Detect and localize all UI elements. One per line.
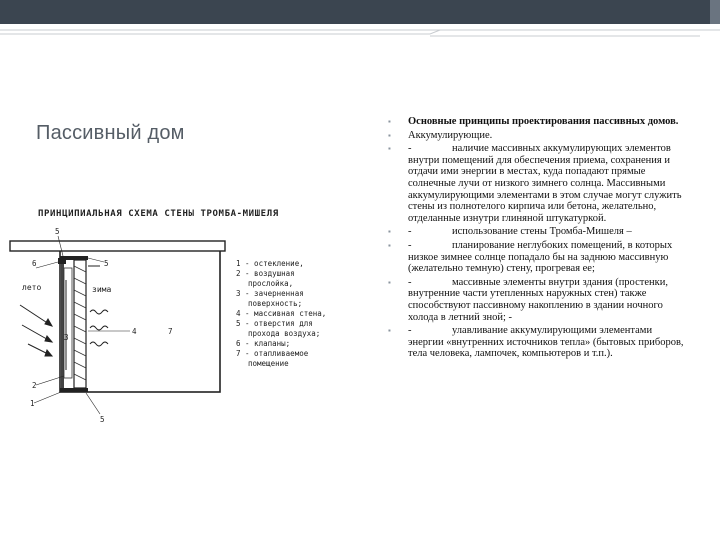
bullet-text: использование стены Тромба-Мишеля – [452,226,632,238]
bullet-text: массивные элементы внутри здания (простенки, внутренние части утепленных наружных стен) также способствуют пассивному накоплению в здании ночного холода в летний зной; - [408,276,668,323]
header-line [0,28,720,38]
bullet-item [388,277,688,323]
bullet-marker: ▪ [388,277,391,287]
bullet-item [388,116,688,128]
legend-line-4: 3 - зачерненная [236,289,304,298]
bullet-text: наличие массивных аккумулирующих элементов внутри помещений для обеспечения приема, сохранения и отдачи ими энергии в местах, куда попадают прямые солнечные лучи от низкого зимнего солнца. Массивными аккумулирующими элементами в этом случае могут служить стены из полнотелого кирпича или бетона, желательно, отделанные изнутри глиняной штукатуркой. [408,143,682,224]
legend-line-8: прохода воздуха; [248,329,321,338]
legend-line-3: прослойка, [248,279,294,288]
top-banner-accent [710,0,720,24]
legend-line-1: 1 - остекление, [236,259,304,268]
legend-line-6: 4 - массивная стена, [236,309,327,318]
bullet-marker: ▪ [388,227,391,237]
bullet-dash: - [408,143,412,155]
bullet-marker: ▪ [388,117,391,126]
legend-line-11: помещение [248,359,289,368]
legend-line-10: 7 - отапливаемое [236,349,309,358]
bullet-marker: ▪ [388,144,391,154]
bullet-dash: - [408,226,412,238]
bullet-dash: - [408,239,412,251]
label-num-7: 7 [168,327,173,336]
bullet-item [388,226,688,238]
label-num-2: 2 [32,381,37,390]
slide-title: Пассивный дом [36,122,185,144]
legend-line-9: 6 - клапаны; [236,339,291,348]
label-num-1: 1 [30,399,35,408]
season-summer: лето [22,283,42,292]
bullet-text: Основные принципы проектирования пассивных домов. [408,116,679,127]
top-banner [0,0,720,24]
roof-slab [10,241,225,251]
label-num-5-right: 5 [104,259,109,268]
label-num-5-top: 5 [55,227,60,236]
label-num-3: 3 [64,333,69,342]
legend-line-5: поверхность; [248,299,303,308]
bullet-item [388,143,688,224]
glazing [61,256,64,388]
bullet-text: улавливание аккумулирующими элементами энергии «внутренних источников тепла» (бытовых приборов, тела человека, лампочек, компьютеров и т.п.). [408,325,684,360]
bullet-dash: - [408,276,412,288]
diagram-caption: ПРИНЦИПИАЛЬНАЯ СХЕМА СТЕНЫ ТРОМБА-МИШЕЛЯ [38,209,279,219]
air-gap [64,268,72,378]
bullet-text: Аккумулирующие. [408,129,493,141]
valve-top [58,258,66,264]
heat-waves [90,310,108,346]
bullet-dash: - [408,325,412,337]
season-winter: зима [92,285,112,294]
label-num-4: 4 [132,327,137,336]
legend-line-2: 2 - воздушная [236,269,295,278]
bullet-list [388,116,688,362]
bullet-text: планирование неглубоких помещений, в которых низкое зимнее солнце попадало бы на заднюю массивную (желательно темную) стену, прогревая ее; [408,239,673,275]
legend-line-7: 5 - отверстия для [236,319,313,328]
bullet-item [388,130,688,142]
bullet-marker: ▪ [388,326,391,336]
bullet-marker: ▪ [388,130,391,140]
bullet-marker: ▪ [388,240,391,250]
sun-rays [20,305,52,356]
label-num-6: 6 [32,259,37,268]
label-num-5-bottom: 5 [100,415,105,422]
trombe-wall-diagram [0,200,370,422]
bullet-item [388,325,688,360]
bullet-item [388,240,688,275]
massive-wall [74,260,86,388]
vent-bottom [60,388,88,392]
